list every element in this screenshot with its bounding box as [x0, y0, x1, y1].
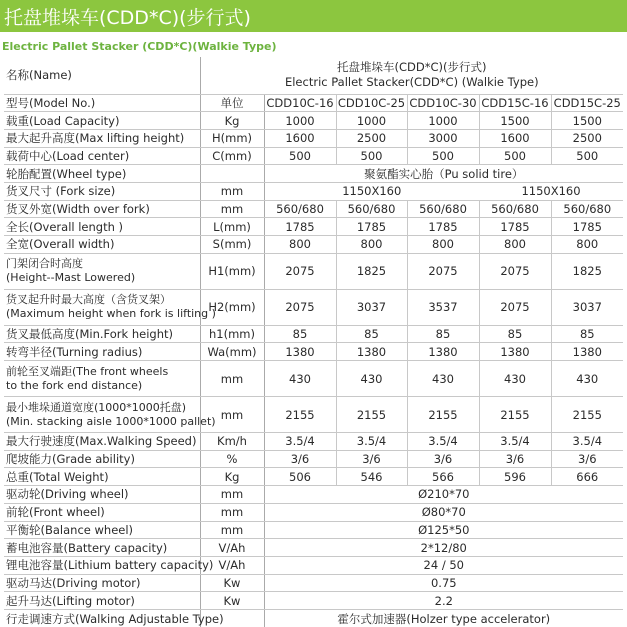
table-row [4, 574, 623, 592]
row-unit: % [200, 450, 264, 468]
row-value: 546 [336, 468, 407, 486]
row-label: 全宽(Overall width) [4, 236, 200, 254]
row-value: 1380 [336, 343, 407, 361]
model-cell: CDD15C-25 [551, 94, 623, 112]
row-label: 货叉外宽(Width over fork) [4, 200, 200, 218]
row-value-span-b: 1150X160 [479, 182, 623, 200]
row-unit: Kw [200, 592, 264, 610]
row-unit: mm [200, 200, 264, 218]
row-value: 3037 [336, 289, 407, 325]
row-label: 全长(Overall length ) [4, 218, 200, 236]
table-row [4, 147, 623, 165]
name-value [200, 57, 623, 94]
table-row-name [4, 57, 623, 94]
row-value: 430 [336, 361, 407, 397]
row-label: 行走调速方式(Walking Adjustable Type) [6, 611, 224, 626]
table-row [4, 253, 623, 289]
table-row [4, 129, 623, 147]
row-value: 1380 [551, 343, 623, 361]
spec-table [4, 57, 623, 627]
row-value: 560/680 [479, 200, 551, 218]
row-value: 1785 [551, 218, 623, 236]
row-unit: mm [200, 521, 264, 539]
row-value: 1785 [479, 218, 551, 236]
row-value: 500 [336, 147, 407, 165]
row-unit: mm [200, 486, 264, 504]
row-label: 最大行驶速度(Max.Walking Speed) [4, 433, 200, 451]
row-value: 2075 [264, 253, 336, 289]
row-value: 3/6 [407, 450, 479, 468]
row-value: 3/6 [551, 450, 623, 468]
table-row [4, 433, 623, 451]
row-value: 666 [551, 468, 623, 486]
row-value: 1000 [407, 112, 479, 130]
row-value: 500 [551, 147, 623, 165]
row-value: 500 [479, 147, 551, 165]
row-label: 驱动马达(Driving motor) [4, 574, 200, 592]
row-value: 3/6 [264, 450, 336, 468]
table-row [4, 503, 623, 521]
row-value: 85 [479, 325, 551, 343]
row-value: 560/680 [551, 200, 623, 218]
row-value: 500 [264, 147, 336, 165]
row-label: 载荷中心(Load center) [4, 147, 200, 165]
row-value: 2075 [479, 253, 551, 289]
row-value: 1500 [479, 112, 551, 130]
row-value: 2155 [264, 397, 336, 433]
row-value: 2075 [479, 289, 551, 325]
row-value: 800 [479, 236, 551, 254]
table-row [4, 289, 623, 325]
row-value: 3.5/4 [407, 433, 479, 451]
row-unit: C(mm) [200, 147, 264, 165]
table-row [4, 450, 623, 468]
row-value-span: Ø210*70 [264, 486, 623, 504]
table-row [4, 200, 623, 218]
model-cell: CDD10C-25 [337, 95, 406, 110]
table-row [4, 165, 623, 183]
model-cell: CDD10C-16 [264, 94, 336, 112]
row-unit [200, 165, 264, 183]
row-unit: H(mm) [200, 129, 264, 147]
row-value: 506 [264, 468, 336, 486]
row-value: 560/680 [264, 200, 336, 218]
row-label: 转弯半径(Turning radius) [4, 343, 200, 361]
row-value: 800 [336, 236, 407, 254]
row-value-span: 2*12/80 [264, 539, 623, 557]
row-unit: Kw [200, 574, 264, 592]
row-unit: L(mm) [200, 218, 264, 236]
table-row [4, 609, 623, 627]
row-value: 3.5/4 [336, 433, 407, 451]
row-unit: S(mm) [200, 236, 264, 254]
row-value: 3537 [407, 289, 479, 325]
row-value-span: 聚氨酯实心胎（Pu solid tire） [264, 165, 623, 183]
row-label [4, 253, 200, 289]
row-label: 蓄电池容量(Battery capacity) [4, 539, 200, 557]
row-value-span: 霍尔式加速器(Holzer type accelerator) [337, 611, 551, 626]
table-row [4, 218, 623, 236]
page-title: 托盘堆垛车(CDD*C)(步行式) [4, 7, 251, 29]
row-label: 起升马达(Lifting motor) [4, 592, 200, 610]
row-label-line1: 最小堆垛通道宽度(1000*1000托盘) [6, 400, 187, 414]
table-row [4, 486, 623, 504]
row-value: 2500 [336, 129, 407, 147]
row-label: 轮胎配置(Wheel type) [4, 165, 200, 183]
row-value: 1785 [336, 218, 407, 236]
table-row [4, 521, 623, 539]
row-value: 85 [551, 325, 623, 343]
row-unit: V/Ah [200, 556, 264, 574]
row-value: 430 [264, 361, 336, 397]
table-row [4, 361, 623, 397]
row-value: 800 [407, 236, 479, 254]
row-value: 800 [264, 236, 336, 254]
row-value: 1785 [407, 218, 479, 236]
row-value: 1785 [264, 218, 336, 236]
name-label: 名称(Name) [4, 57, 200, 94]
model-cell: CDD15C-16 [479, 94, 551, 112]
row-value: 800 [551, 236, 623, 254]
table-row [4, 468, 623, 486]
row-value: 430 [479, 361, 551, 397]
row-value: 566 [407, 468, 479, 486]
name-value-en: Electric Pallet Stacker(CDD*C) (Walkie Type) [284, 75, 539, 90]
table-row [4, 592, 623, 610]
row-label-line1: 门架闭合时高度 [6, 257, 83, 271]
row-unit: Km/h [200, 433, 264, 451]
row-value-span: 24 / 50 [264, 556, 623, 574]
table-row [4, 182, 623, 200]
row-value: 3000 [407, 129, 479, 147]
row-value: 1600 [264, 129, 336, 147]
table-row [4, 343, 623, 361]
row-value: 2155 [407, 397, 479, 433]
row-label [4, 397, 216, 433]
row-unit: H2(mm) [200, 289, 264, 325]
row-unit: mm [200, 503, 264, 521]
row-value: 1000 [336, 112, 407, 130]
row-value: 1000 [264, 112, 336, 130]
row-value: 1825 [551, 253, 623, 289]
row-label [4, 289, 216, 325]
row-label-line2: (Height--Mast Lowered) [6, 271, 136, 285]
row-label: 总重(Total Weight) [4, 468, 200, 486]
table-row [4, 556, 623, 574]
row-unit: V/Ah [200, 539, 264, 557]
row-label: 前轮(Front wheel) [4, 503, 200, 521]
row-value: 2500 [551, 129, 623, 147]
row-value-span: Ø125*50 [264, 521, 623, 539]
unit-header: 单位 [200, 94, 264, 112]
row-label-line1: 前轮至叉端距(The front wheels [6, 364, 169, 378]
row-unit: mm [200, 397, 264, 433]
row-label-line1: 货叉起升时最大高度（含货叉架） [6, 293, 171, 307]
table-row [4, 236, 623, 254]
row-value: 3/6 [479, 450, 551, 468]
model-label: 型号(Model No.) [4, 94, 200, 112]
row-value: 430 [407, 361, 479, 397]
row-value: 85 [336, 325, 407, 343]
table-row [4, 539, 623, 557]
row-value: 500 [407, 147, 479, 165]
row-value: 2075 [264, 289, 336, 325]
table-row [4, 397, 623, 433]
row-value: 1600 [479, 129, 551, 147]
row-unit: Kg [200, 468, 264, 486]
row-value: 2155 [479, 397, 551, 433]
row-value-span-a: 1150X160 [264, 182, 479, 200]
page-subtitle: Electric Pallet Stacker (CDD*C)(Walkie Type) [2, 40, 277, 53]
row-value: 1380 [407, 343, 479, 361]
row-label: 最大起升高度(Max lifting height) [4, 129, 200, 147]
row-value: 1500 [551, 112, 623, 130]
row-value: 85 [264, 325, 336, 343]
row-label-line2: to the fork end distance) [6, 378, 143, 392]
row-value-span: 2.2 [264, 592, 623, 610]
table-row-model [4, 94, 623, 112]
row-label: 驱动轮(Driving wheel) [4, 486, 200, 504]
row-value: 596 [479, 468, 551, 486]
row-unit: Kg [200, 112, 264, 130]
row-value-span: 0.75 [264, 574, 623, 592]
row-value: 560/680 [336, 200, 407, 218]
row-label: 锂电池容量(Lithium battery capacity) [6, 558, 214, 573]
row-label: 平衡轮(Balance wheel) [4, 521, 200, 539]
row-value: 2155 [336, 397, 407, 433]
row-unit: Wa(mm) [200, 343, 264, 361]
row-label [4, 361, 200, 397]
row-label-line2: (Min. stacking aisle 1000*1000 pallet) [6, 414, 216, 428]
row-value: 85 [407, 325, 479, 343]
row-value: 3.5/4 [551, 433, 623, 451]
row-label: 爬坡能力(Grade ability) [4, 450, 200, 468]
row-unit: mm [200, 361, 264, 397]
row-unit: h1(mm) [200, 325, 264, 343]
row-value: 560/680 [407, 200, 479, 218]
row-value: 3037 [551, 289, 623, 325]
row-label: 载重(Load Capacity) [4, 112, 200, 130]
row-value: 2075 [407, 253, 479, 289]
row-value: 1825 [336, 253, 407, 289]
row-value: 3/6 [336, 450, 407, 468]
model-cell: CDD10C-30 [407, 94, 479, 112]
row-value: 3.5/4 [264, 433, 336, 451]
row-label-line2: (Maximum height when fork is lifting ) [6, 307, 216, 321]
table-row [4, 325, 623, 343]
row-value: 430 [551, 361, 623, 397]
row-value-span: Ø80*70 [264, 503, 623, 521]
name-value-cn: 托盘堆垛车(CDD*C)(步行式) [337, 60, 487, 75]
row-unit: H1(mm) [200, 253, 264, 289]
table-row [4, 112, 623, 130]
row-unit: mm [200, 182, 264, 200]
title-banner [0, 0, 627, 32]
row-value: 1380 [479, 343, 551, 361]
row-value: 1380 [264, 343, 336, 361]
row-label: 货叉尺寸 (Fork size) [4, 182, 200, 200]
row-value: 3.5/4 [479, 433, 551, 451]
row-label: 货叉最低高度(Min.Fork height) [4, 325, 200, 343]
row-value: 2155 [551, 397, 623, 433]
